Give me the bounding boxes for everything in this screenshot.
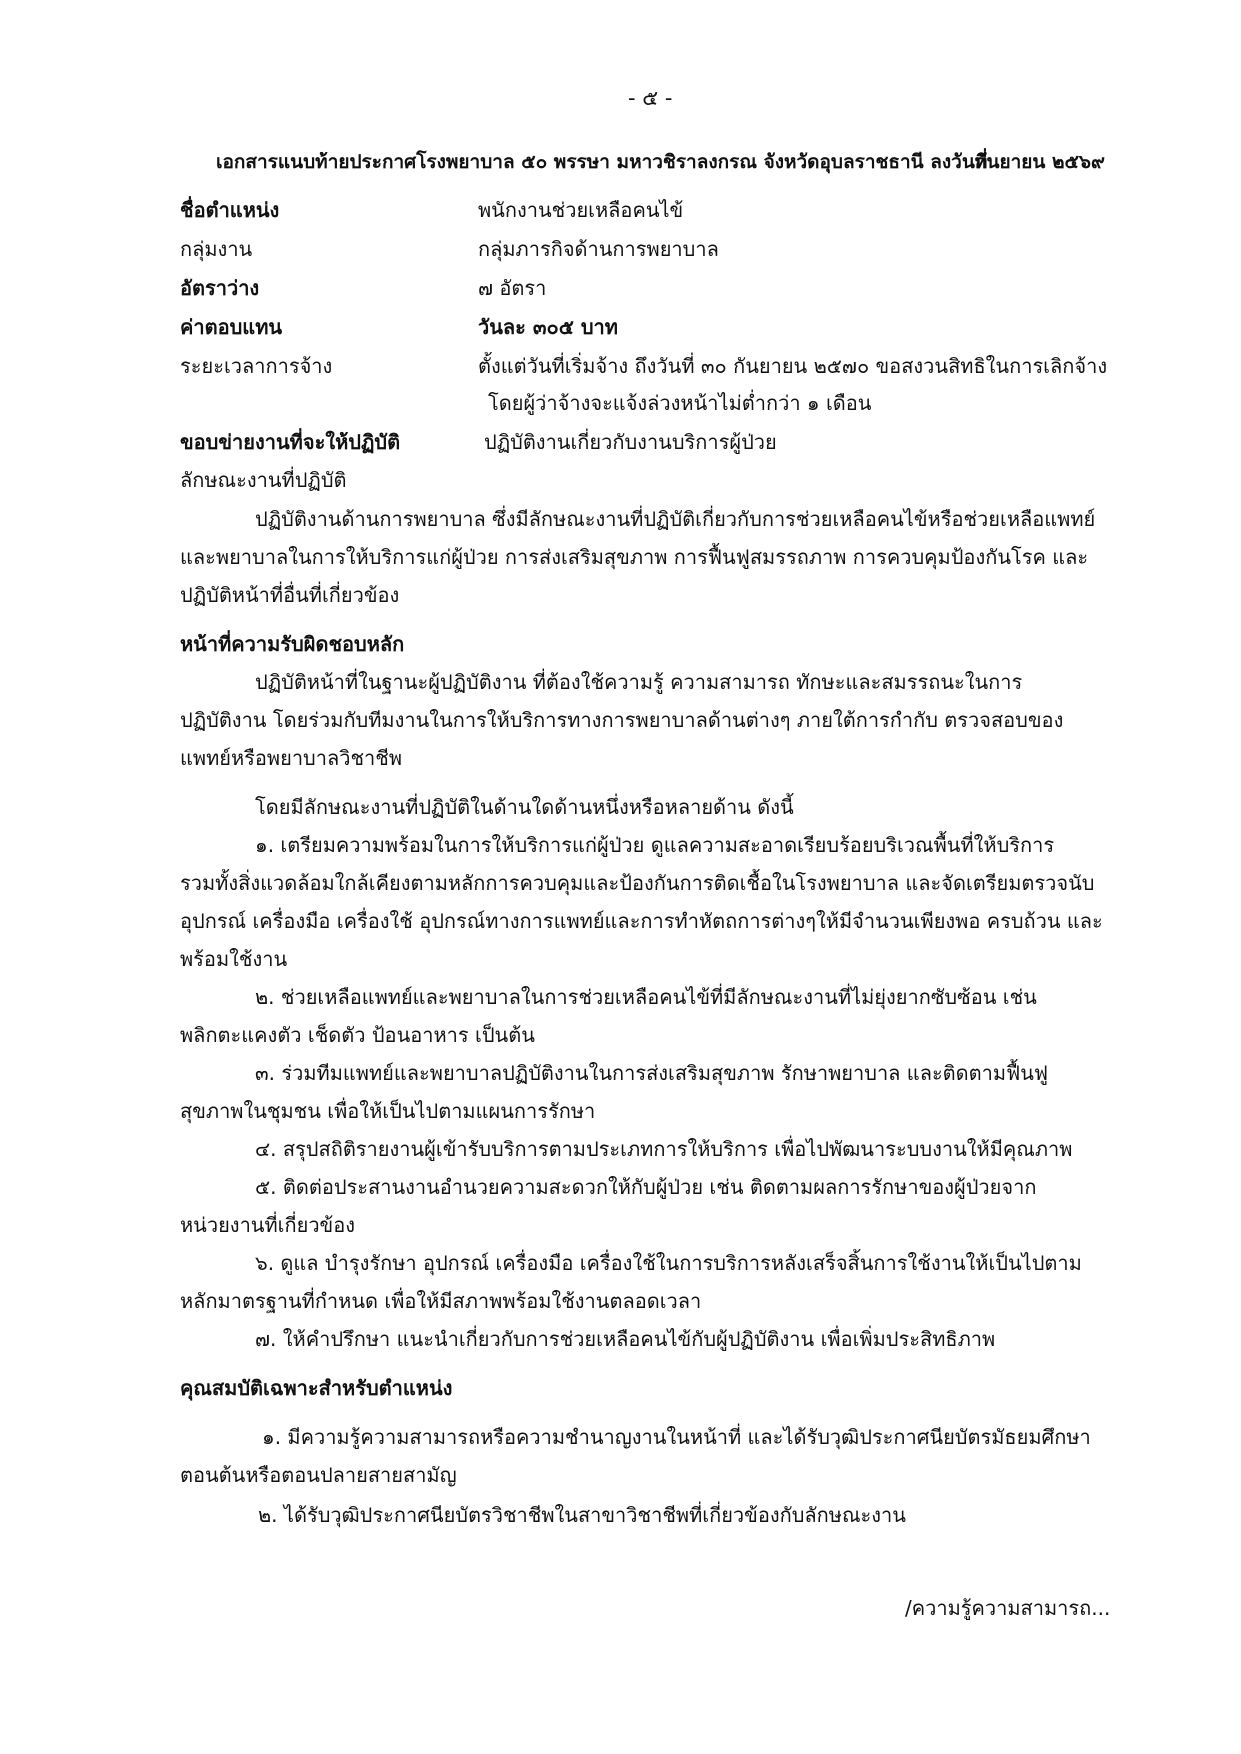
- header-date: กันยายน ๒๕๖๙: [975, 151, 1105, 173]
- duty-item-4-line: ๔. สรุปสถิติรายงานผู้เข้ารับบริการตามประเภทการให้บริการ เพื่อไปพัฒนาระบบงานให้มีคุณภาพ: [255, 1137, 1073, 1161]
- position-label: ชื่อตำแหน่ง: [180, 198, 280, 222]
- duty-item-1-line: อุปกรณ์ เครื่องมือ เครื่องใช้ อุปกรณ์ทางการแพทย์และการทำหัตถการต่างๆให้มีจำนวนเพียงพอ ครบถ้วน และ: [180, 909, 1103, 933]
- scope-label: ขอบข่ายงานที่จะให้ปฏิบัติ: [180, 430, 401, 454]
- period-value-line-2: โดยผู้ว่าจ้างจะแจ้งล่วงหน้าไม่ต่ำกว่า ๑ เดือน: [488, 391, 872, 415]
- duty-item-6-line: หลักมาตรฐานที่กำหนด เพื่อให้มีสภาพพร้อมใช้งานตลอดเวลา: [180, 1289, 702, 1313]
- header-text: เอกสารแนบท้ายประกาศโรงพยาบาล ๕๐ พรรษา มหาวชิราลงกรณ จังหวัดอุบลราชธานี ลงวันที่: [216, 151, 988, 173]
- duty-item-5-line: ๕. ติดต่อประสานงานอำนวยความสะดวกให้กับผู้ป่วย เช่น ติดตามผลการรักษาของผู้ป่วยจาก: [255, 1175, 1037, 1199]
- duties-intro-line: แพทย์หรือพยาบาลวิชาชีพ: [180, 746, 403, 770]
- group-label: กลุ่มงาน: [180, 237, 253, 261]
- duty-item-1-line: รวมทั้งสิ่งแวดล้อมใกล้เคียงตามหลักการควบคุมและป้องกันการติดเชื้อในโรงพยาบาล และจัดเตรียมตรวจนับ: [180, 871, 1095, 895]
- period-value-line-1: ตั้งแต่วันที่เริ่มจ้าง ถึงวันที่ ๓๐ กันยายน ๒๕๗๐ ขอสงวนสิทธิในการเลิกจ้าง: [478, 354, 1108, 378]
- nature-line: ปฏิบัติหน้าที่อื่นที่เกี่ยวข้อง: [180, 583, 400, 607]
- nature-line: ปฏิบัติงานด้านการพยาบาล ซึ่งมีลักษณะงานที่ปฏิบัติเกี่ยวกับการช่วยเหลือคนไข้หรือช่วยเหลือแพทย์: [255, 507, 1096, 531]
- duty-item-5-line: หน่วยงานที่เกี่ยวข้อง: [180, 1213, 355, 1237]
- duty-item-7-line: ๗. ให้คำปรึกษา แนะนำเกี่ยวกับการช่วยเหลือคนไข้กับผู้ปฏิบัติงาน เพื่อเพิ่มประสิทธิภาพ: [255, 1327, 996, 1351]
- duties-heading: หน้าที่ความรับผิดชอบหลัก: [180, 632, 405, 656]
- duties-intro-line: ปฏิบัติงาน โดยร่วมกับทีมงานในการให้บริการทางการพยาบาลด้านต่างๆ ภายใต้การกำกับ ตรวจสอบของ: [180, 708, 1064, 732]
- qualification-item-1-line: ๑. มีความรู้ความสามารถหรือความชำนาญงานในหน้าที่ และได้รับวุฒิประกาศนียบัตรมัธยมศึกษา: [262, 1425, 1091, 1449]
- position-value: พนักงานช่วยเหลือคนไข้: [478, 198, 684, 222]
- duties-intro-line: ปฏิบัติหน้าที่ในฐานะผู้ปฏิบัติงาน ที่ต้องใช้ความรู้ ความสามารถ ทักษะและสมรรถนะในการ: [255, 670, 1023, 694]
- duty-item-2-line: ๒. ช่วยเหลือแพทย์และพยาบาลในการช่วยเหลือคนไข้ที่มีลักษณะงานที่ไม่ยุ่งยากซับซ้อน เช่น: [255, 985, 1037, 1009]
- qualifications-heading: คุณสมบัติเฉพาะสำหรับตำแหน่ง: [180, 1376, 453, 1400]
- duty-item-3-line: สุขภาพในชุมชน เพื่อให้เป็นไปตามแผนการรักษา: [180, 1099, 596, 1123]
- duty-item-2-line: พลิกตะแคงตัว เช็ดตัว ป้อนอาหาร เป็นต้น: [180, 1023, 535, 1047]
- period-label: ระยะเวลาการจ้าง: [180, 354, 333, 378]
- scope-value: ปฏิบัติงานเกี่ยวกับงานบริการผู้ป่วย: [484, 430, 777, 454]
- qualification-item-1-line: ตอนต้นหรือตอนปลายสายสามัญ: [180, 1463, 457, 1487]
- continuation-text: /ความรู้ความสามารถ...: [905, 1596, 1111, 1620]
- duty-item-3-line: ๓. ร่วมทีมแพทย์และพยาบาลปฏิบัติงานในการส่งเสริมสุขภาพ รักษาพยาบาล และติดตามฟื้นฟู: [255, 1061, 1049, 1085]
- vacancy-label: อัตราว่าง: [180, 276, 260, 300]
- page-number: - ๕ -: [628, 86, 673, 110]
- group-value: กลุ่มภารกิจด้านการพยาบาล: [478, 237, 719, 261]
- duties-lead: โดยมีลักษณะงานที่ปฏิบัติในด้านใดด้านหนึ่งหรือหลายด้าน ดังนี้: [255, 795, 794, 819]
- duty-item-1-line: พร้อมใช้งาน: [180, 947, 288, 971]
- nature-line: และพยาบาลในการให้บริการแก่ผู้ป่วย การส่งเสริมสุขภาพ การฟื้นฟูสมรรถภาพ การควบคุมป้องกันโรค และ: [180, 545, 1089, 569]
- pay-value: วันละ ๓๐๕ บาท: [478, 315, 618, 339]
- duty-item-1-line: ๑. เตรียมความพร้อมในการให้บริการแก่ผู้ป่วย ดูแลความสะอาดเรียบร้อยบริเวณพื้นที่ให้บริการ: [255, 833, 1055, 857]
- vacancy-value: ๗ อัตรา: [478, 276, 547, 300]
- duty-item-6-line: ๖. ดูแล บำรุงรักษา อุปกรณ์ เครื่องมือ เครื่องใช้ในการบริการหลังเสร็จสิ้นการใช้งานให้เป็นไปตาม: [255, 1251, 1082, 1275]
- nature-heading: ลักษณะงานที่ปฏิบัติ: [180, 468, 347, 492]
- qualification-item-2-line: ๒. ได้รับวุฒิประกาศนียบัตรวิชาชีพในสาขาวิชาชีพที่เกี่ยวข้องกับลักษณะงาน: [258, 1503, 906, 1527]
- pay-label: ค่าตอบแทน: [180, 315, 283, 339]
